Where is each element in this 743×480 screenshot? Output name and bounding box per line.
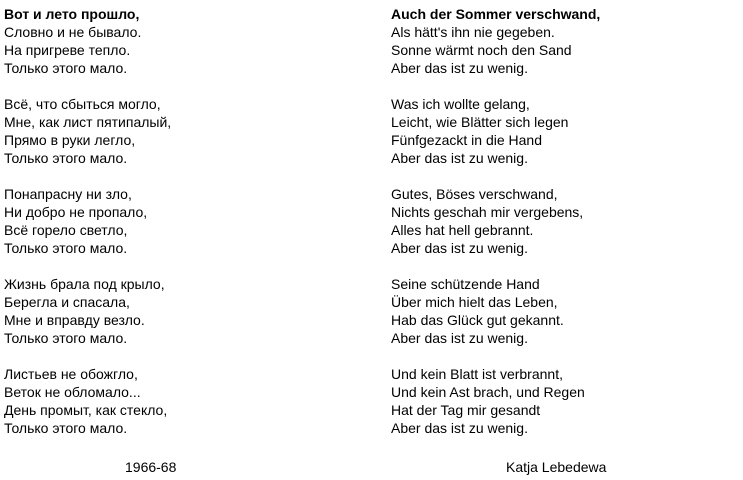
russian-stanza-4 — [4, 275, 344, 347]
poem-line: Fünfgezackt in die Hand — [391, 132, 542, 148]
poem-line: Только этого мало. — [4, 240, 128, 256]
poem-line: Nichts geschah mir vergebens, — [391, 204, 584, 220]
poem-line: Und kein Ast brach, und Regen — [391, 384, 585, 400]
poem-date: 1966-68 — [125, 459, 177, 475]
russian-poem-title: Вот и лето прошло, — [4, 6, 140, 22]
german-stanza-4 — [391, 275, 731, 347]
poem-line: Мне, как лист пятипалый, — [4, 114, 172, 130]
poem-line: Aber das ist zu wenig. — [391, 240, 528, 256]
poem-line: Листьев не обожгло, — [4, 366, 138, 382]
poem-line: Только этого мало. — [4, 150, 128, 166]
poem-line: Берегла и спасала, — [4, 294, 130, 310]
russian-stanza-2 — [4, 95, 344, 167]
poem-line: Aber das ist zu wenig. — [391, 420, 528, 436]
german-stanza-1 — [391, 23, 731, 77]
poem-line: Всё горело светло, — [4, 222, 128, 238]
german-stanza-5 — [391, 365, 731, 437]
poem-line: Только этого мало. — [4, 330, 128, 346]
poem-line: Жизнь брала под крыло, — [4, 276, 165, 292]
poem-line: Прямо в руки легло, — [4, 132, 136, 148]
poem-line: Веток не обломало... — [4, 384, 141, 400]
poem-line: Gutes, Böses verschwand, — [391, 186, 558, 202]
poem-line: Und kein Blatt ist verbrannt, — [391, 366, 563, 382]
russian-stanza-3 — [4, 185, 344, 257]
poem-line: Aber das ist zu wenig. — [391, 150, 528, 166]
russian-poem — [4, 5, 344, 455]
translator-name: Katja Lebedewa — [506, 459, 607, 475]
poem-line: Мне и вправду везло. — [4, 312, 145, 328]
german-stanza-2 — [391, 95, 731, 167]
poem-line: Was ich wollte gelang, — [391, 96, 530, 112]
german-stanza-3 — [391, 185, 731, 257]
poem-line: Hab das Glück gut gekannt. — [391, 312, 564, 328]
poem-line: Всё, что сбыться могло, — [4, 96, 161, 112]
poem-line: Hat der Tag mir gesandt — [391, 402, 541, 418]
poem-line: Seine schützende Hand — [391, 276, 540, 292]
poem-line: Alles hat hell gebrannt. — [391, 222, 534, 238]
russian-stanza-1 — [4, 23, 344, 77]
poem-line: День промыт, как стекло, — [4, 402, 168, 418]
poem-line: Leicht, wie Blätter sich legen — [391, 114, 569, 130]
poem-line: Aber das ist zu wenig. — [391, 60, 528, 76]
poem-line: Понапрасну ни зло, — [4, 186, 132, 202]
poem-line: Только этого мало. — [4, 420, 128, 436]
poem-line: Sonne wärmt noch den Sand — [391, 42, 572, 58]
poem-line: Über mich hielt das Leben, — [391, 294, 558, 310]
russian-stanza-5 — [4, 365, 344, 437]
german-poem-title: Auch der Sommer verschwand, — [391, 6, 601, 22]
poem-line: Словно и не бывало. — [4, 24, 142, 40]
poem-line: Aber das ist zu wenig. — [391, 330, 528, 346]
poem-line: Только этого мало. — [4, 60, 128, 76]
german-poem — [391, 5, 731, 455]
poem-line: Als hätt's ihn nie gegeben. — [391, 24, 555, 40]
poem-line: Ни добро не пропало, — [4, 204, 148, 220]
poem-line: На пригреве тепло. — [4, 42, 131, 58]
